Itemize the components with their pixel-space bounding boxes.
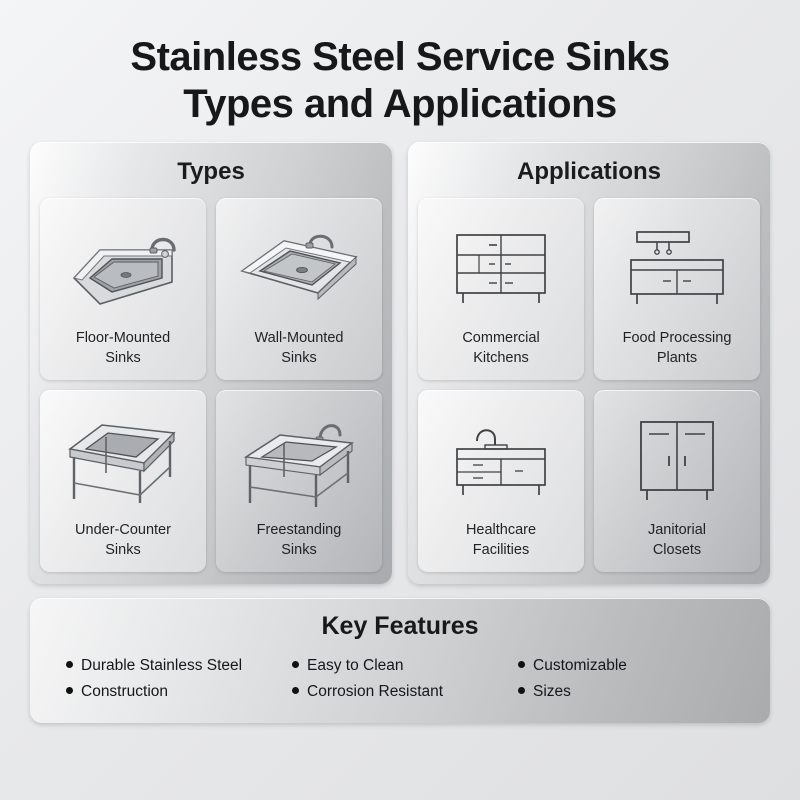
list-item <box>518 653 734 679</box>
title-line-2: Types and Applications <box>183 82 617 127</box>
feature-text: Corrosion Resistant <box>307 682 444 700</box>
features-column-3 <box>518 653 734 704</box>
bullet-icon <box>518 661 525 668</box>
features-column-2 <box>292 653 508 704</box>
card-floor-mounted-sinks[interactable] <box>40 198 206 380</box>
card-label-line2: Sinks <box>281 349 317 366</box>
panel-types-grid <box>40 198 382 572</box>
card-label-line1: Food Processing <box>622 330 732 347</box>
storage-locker-icon <box>602 406 752 515</box>
card-healthcare-facilities[interactable] <box>418 390 584 572</box>
angled-sink-basin-icon <box>224 214 374 323</box>
list-item <box>66 653 282 679</box>
card-label-line2: Sinks <box>281 541 317 558</box>
card-label-line2: Sinks <box>105 541 141 558</box>
title-line-1: Stainless Steel Service Sinks <box>130 35 670 79</box>
card-label-line1: Freestanding <box>256 522 342 539</box>
card-label-line1: Commercial <box>462 330 540 347</box>
panel-types <box>30 142 392 584</box>
bullet-icon <box>292 661 299 668</box>
card-commercial-kitchens[interactable] <box>418 198 584 380</box>
list-item <box>292 679 508 705</box>
drop-in-sink-with-faucet-icon <box>48 214 198 323</box>
list-item <box>292 653 508 679</box>
sink-on-legs-icon <box>48 406 198 515</box>
panel-applications-grid <box>418 198 760 572</box>
features-column-1 <box>66 653 282 704</box>
card-label <box>466 515 536 560</box>
card-label-line2: Kitchens <box>473 349 529 366</box>
feature-text: Customizable <box>533 657 627 675</box>
panel-applications-heading: Applications <box>516 158 661 186</box>
card-under-counter-sinks[interactable] <box>40 390 206 572</box>
card-label <box>76 323 170 368</box>
key-features-heading: Key Features <box>321 612 479 641</box>
key-features-panel <box>30 598 770 722</box>
bullet-icon <box>518 687 525 694</box>
card-label-line1: Janitorial <box>647 522 707 539</box>
card-label-line2: Sinks <box>105 349 141 366</box>
card-label <box>255 323 344 368</box>
sink-counter-with-drawers-icon <box>426 406 576 515</box>
feature-text: Durable Stainless Steel <box>81 657 243 675</box>
feature-text: Easy to Clean <box>307 657 404 675</box>
counter-with-overhead-shelf-icon <box>602 214 752 323</box>
list-item <box>518 679 734 705</box>
bullet-icon <box>66 687 73 694</box>
page-title <box>0 0 800 128</box>
card-label-line2: Closets <box>652 541 702 558</box>
bullet-icon <box>66 661 73 668</box>
card-label <box>75 515 171 560</box>
kitchen-cabinet-unit-icon <box>426 214 576 323</box>
card-label-line1: Healthcare <box>465 522 537 539</box>
feature-text: Construction <box>81 682 169 700</box>
panels-row <box>0 128 800 584</box>
card-label <box>462 323 539 368</box>
panel-applications <box>408 142 770 584</box>
bullet-icon <box>292 687 299 694</box>
card-wall-mounted-sinks[interactable] <box>216 198 382 380</box>
card-label-line1: Under-Counter <box>75 522 171 539</box>
card-label-line1: Wall-Mounted <box>254 330 344 347</box>
freestanding-sink-with-faucet-icon <box>224 406 374 515</box>
card-label <box>623 323 732 368</box>
card-label-line2: Facilities <box>472 541 530 558</box>
card-label <box>257 515 342 560</box>
card-label-line2: Plants <box>656 349 698 366</box>
card-food-processing-plants[interactable] <box>594 198 760 380</box>
card-label <box>648 515 706 560</box>
key-features-columns <box>48 653 752 704</box>
panel-types-heading: Types <box>177 158 245 186</box>
list-item <box>66 679 282 705</box>
card-freestanding-sinks[interactable] <box>216 390 382 572</box>
card-janitorial-closets[interactable] <box>594 390 760 572</box>
card-label-line1: Floor-Mounted <box>75 330 171 347</box>
feature-text: Sizes <box>533 682 571 700</box>
